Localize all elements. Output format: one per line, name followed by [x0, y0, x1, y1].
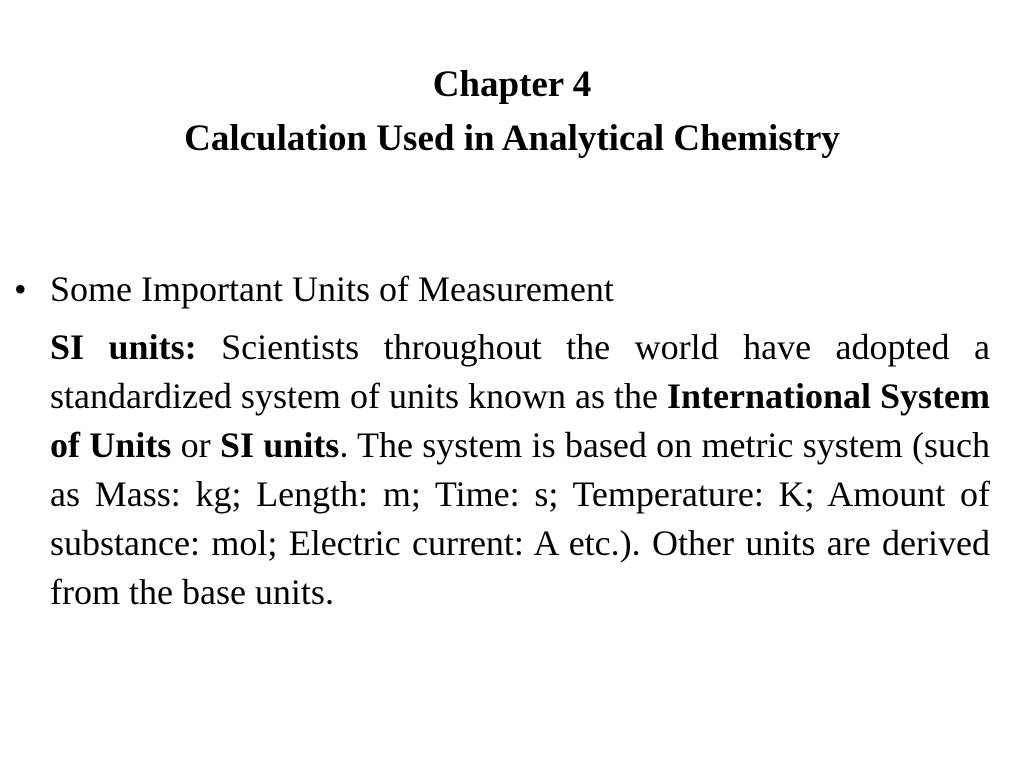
paragraph-text-1: Scientists throughout the world have adopted a standardized system of units known as the	[50, 327, 990, 416]
international-system-term: International System of Units	[50, 376, 990, 465]
chapter-subtitle: Calculation Used in Analytical Chemistry	[184, 118, 840, 159]
chapter-title: Chapter 4	[432, 64, 592, 105]
si-units-paragraph	[50, 323, 990, 617]
bullet-icon: •	[14, 269, 27, 309]
bullet-item	[14, 265, 990, 314]
paragraph-text-2: or	[171, 425, 220, 465]
slide-title	[0, 58, 1024, 166]
si-units-term: SI units	[219, 425, 340, 465]
si-units-label: SI units:	[50, 327, 197, 367]
bullet-heading: Some Important Units of Measurement	[50, 269, 614, 309]
slide-content	[14, 265, 990, 653]
paragraph-text-3: . The system is based on metric system (such as Mass: kg; Length: m; Time: s; Temperature: K; Amount of substance: mol; Electric current: A etc.). Other units are derived from the base units.	[50, 425, 991, 612]
